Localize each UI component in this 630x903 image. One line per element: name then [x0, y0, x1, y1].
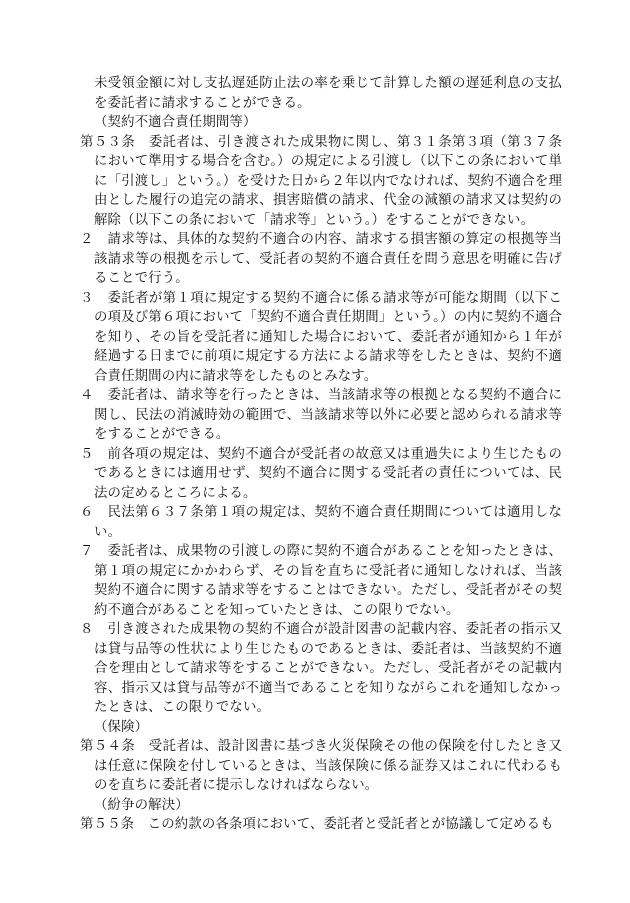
- article-55-paragraph-1: [80, 815, 562, 835]
- article-55-label: 第５５条: [80, 817, 135, 832]
- article-53-paragraph-3: ３ 委託者が第１項に規定する契約不適合に係る請求等が可能な期間（以下この項及び第６項において「契約不適合責任期間」という。）の内に契約不適合を知り、その旨を受託者に通知した場合において、委託者が通知から１年が経過する日までに前項に規定する方法による請求等をしたときは、契約不適合責任期間の内に請求等をしたものとみなす。: [80, 290, 562, 384]
- article-53-heading: （契約不適合責任期間等）: [94, 115, 257, 130]
- article-53-paragraph-5: ５ 前各項の規定は、契約不適合が受託者の故意又は重過失により生じたものであるときには適用せず、契約不適合に関する受託者の責任については、民法の定めるところによる。: [80, 446, 562, 501]
- article-53-label: 第５３条: [80, 134, 136, 150]
- article-54-heading: （保険）: [94, 719, 149, 735]
- article-53-paragraph-4: ４ 委託者は、請求等を行ったときは、当該請求等の根拠となる契約不適合に関し、民法の消滅時効の範囲で、当該請求等以外に必要と認められる請求等をすることができる。: [80, 388, 562, 442]
- article-53-paragraph-2: ２ 請求等は、具体的な契約不適合の内容、請求する損害額の算定の根拠等当該請求等の根拠を示して、受託者の契約不適合責任を問う意思を明確に告げることで行う。: [80, 232, 562, 286]
- article-53-paragraph-8: ８ 引き渡された成果物の契約不適合が設計図書の記載内容、委託者の指示又は貸与品等の性状により生じたものであるときは、委託者は、当該契約不適合を理由として請求等をすることができない。ただし、受託者がその記載内容、指示又は貸与品等が不適当であることを知りながらこれを通知しなかったときは、この限りでない。: [80, 622, 562, 715]
- continuation-paragraph: 未受領金額に対し支払遅延防止法の率を乗じて計算した額の遅延利息の支払を委託者に請求することができる。: [94, 76, 562, 111]
- article-54-paragraph-1: [80, 737, 562, 796]
- article-54-text: 受託者は、設計図書に基づき火災保険その他の保険を付したとき又は任意に保険を付しているときは、当該保険に係る証券又はこれに代わるものを直ちに委託者に提示しなければならない。: [94, 739, 562, 793]
- article-54-label: 第５４条: [80, 739, 136, 754]
- document-body: [80, 74, 562, 835]
- article-53-paragraph-7: ７ 委託者は、成果物の引渡しの際に契約不適合があることを知ったときは、第１項の規定にかかわらず、その旨を直ちに受託者に通知しなければ、当該契約不適合に関する請求等をすることはできない。ただし、受託者がその契約不適合があることを知っていたときは、この限りでない。: [80, 544, 562, 618]
- article-53-paragraph-1: [80, 133, 562, 231]
- article-53-paragraph-6: ６ 民法第６３７条第１項の規定は、契約不適合責任期間については適用しない。: [80, 505, 562, 540]
- article-55-text: この約款の各条項において、委託者と受託者とが協議して定めるも: [134, 817, 554, 832]
- article-55-heading: （紛争の解決）: [94, 797, 189, 813]
- article-53-text: 委託者は、引き渡された成果物に関し、第３１条第３項（第３７条において準用する場合を含む。）の規定による引渡し（以下この条において単に「引渡し」という。）を受けた日から２年以内でなければ、契約不適合を理由とした履行の追完の請求、損害賠償の請求、代金の減額の請求又は契約の解除（以下この条において「請求等」という。）をすることができない。: [94, 134, 562, 228]
